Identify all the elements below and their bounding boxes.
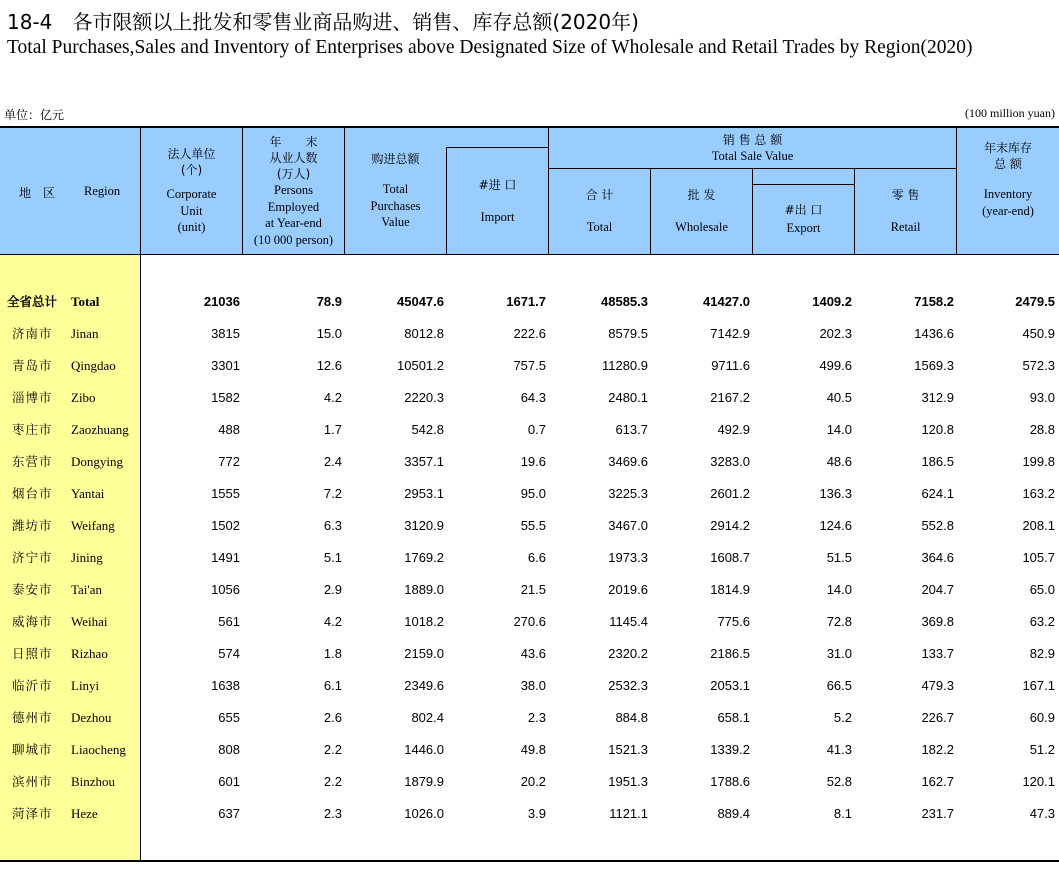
persons-employed-en-3: at Year-end: [265, 216, 322, 230]
unit-label-english: (100 million yuan): [965, 106, 1055, 120]
persons-employed-cell: 1.8: [323, 646, 342, 661]
region-header-chinese: 地 区: [19, 186, 56, 200]
retail-cell: 186.5: [921, 454, 954, 469]
export-cell: 14.0: [826, 422, 852, 437]
region-name-english: Rizhao: [71, 646, 108, 661]
region-name-english: Total: [71, 294, 100, 309]
sales-total-cell: 1121.1: [609, 806, 648, 821]
retail-cell: 312.9: [921, 390, 954, 405]
persons-employed-cn-1: 年 末: [269, 135, 318, 149]
sales-total-cell: 3225.3: [608, 486, 648, 501]
retail-cell: 133.7: [921, 646, 954, 661]
region-name-english: Weihai: [71, 614, 108, 629]
import-cell: 222.6: [513, 326, 546, 341]
persons-employed-cell: 2.9: [323, 582, 342, 597]
export-cell: 8.1: [833, 806, 852, 821]
export-cell: 5.2: [833, 710, 852, 725]
sales-total-cell: 1973.3: [608, 550, 648, 565]
wholesale-cell: 2053.1: [710, 678, 750, 693]
inventory-cell: 167.1: [1022, 678, 1055, 693]
total-purchases-cell: 3120.9: [404, 518, 444, 533]
export-cell: 40.5: [826, 390, 852, 405]
header-bottom-rule: [0, 254, 1059, 255]
export-cell: 202.3: [819, 326, 852, 341]
export-cell: 499.6: [819, 358, 852, 373]
sales-total-cell: 48585.3: [601, 294, 648, 309]
table-row: [0, 350, 1059, 382]
inventory-cell: 105.7: [1022, 550, 1055, 565]
total-purchases-cell: 1026.0: [404, 806, 444, 821]
import-cell: 1671.7: [506, 294, 546, 309]
total-purchases-cell: 45047.6: [397, 294, 444, 309]
table-row: [0, 446, 1059, 478]
persons-employed-cell: 12.6: [316, 358, 342, 373]
total-purchases-cell: 1889.0: [404, 582, 444, 597]
import-cell: 64.3: [520, 390, 546, 405]
region-name-chinese: 威海市: [12, 614, 53, 629]
retail-cell: 204.7: [921, 582, 954, 597]
corporate-unit-cell: 601: [218, 774, 240, 789]
total-purchases-cn: 购进总额: [371, 152, 420, 167]
total-purchases-cell: 2220.3: [404, 390, 444, 405]
inventory-cell: 120.1: [1022, 774, 1055, 789]
region-name-english: Dongying: [71, 454, 123, 469]
export-cn: #出 口: [784, 203, 823, 218]
total-purchases-cell: 1018.2: [404, 614, 444, 629]
corporate-unit-cell: 1056: [211, 582, 240, 597]
persons-employed-cell: 2.6: [323, 710, 342, 725]
table-row: [0, 510, 1059, 542]
inventory-cell: 28.8: [1029, 422, 1055, 437]
table-row: [0, 638, 1059, 670]
retail-cell: 364.6: [921, 550, 954, 565]
table-row: [0, 670, 1059, 702]
retail-cell: 182.2: [921, 742, 954, 757]
persons-employed-en-4: (10 000 person): [253, 232, 334, 247]
export-cell: 41.3: [826, 742, 852, 757]
import-cell: 6.6: [527, 550, 546, 565]
sales-total-cell: 1951.3: [608, 774, 648, 789]
wholesale-cell: 775.6: [717, 614, 750, 629]
export-cell: 48.6: [826, 454, 852, 469]
sales-total-cell: 3469.6: [608, 454, 648, 469]
persons-employed-header: [243, 128, 344, 254]
import-cell: 55.5: [520, 518, 546, 533]
inventory-cell: 93.0: [1029, 390, 1055, 405]
region-name-chinese: 济南市: [12, 326, 53, 341]
region-name-english: Yantai: [71, 486, 105, 501]
total-purchases-cell: 2953.1: [404, 486, 444, 501]
total-purchases-cell: 1769.2: [404, 550, 444, 565]
persons-employed-cell: 6.1: [323, 678, 342, 693]
inventory-cn-1: 年末库存: [983, 141, 1032, 155]
persons-employed-cell: 6.3: [323, 518, 342, 533]
import-cell: 20.2: [520, 774, 546, 789]
export-cell: 136.3: [819, 486, 852, 501]
inventory-cell: 450.9: [1022, 326, 1055, 341]
import-cell: 19.6: [520, 454, 546, 469]
retail-cell: 1436.6: [914, 326, 954, 341]
total-purchases-en-2: Purchases: [370, 198, 421, 213]
import-cell: 21.5: [520, 582, 546, 597]
wholesale-cell: 1814.9: [710, 582, 750, 597]
corporate-unit-cell: 3301: [211, 358, 240, 373]
import-cell: 3.9: [527, 806, 546, 821]
corporate-unit-en-1: Corporate: [166, 187, 217, 202]
total-purchases-cell: 542.8: [411, 422, 444, 437]
import-cell: 270.6: [513, 614, 546, 629]
table-row: [0, 734, 1059, 766]
export-cell: 66.5: [826, 678, 852, 693]
import-cn: #进 口: [478, 177, 517, 192]
import-cell: 95.0: [520, 486, 546, 501]
corporate-unit-cell: 1582: [211, 390, 240, 405]
import-cell: 49.8: [520, 742, 546, 757]
retail-cell: 231.7: [921, 806, 954, 821]
retail-cell: 7158.2: [914, 294, 954, 309]
persons-employed-cell: 2.2: [323, 774, 342, 789]
retail-cell: 162.7: [921, 774, 954, 789]
region-name-chinese: 潍坊市: [12, 518, 53, 533]
export-cell: 51.5: [826, 550, 852, 565]
inventory-cell: 65.0: [1029, 582, 1055, 597]
wholesale-en: Wholesale: [675, 220, 728, 235]
wholesale-cell: 9711.6: [711, 358, 750, 373]
region-name-english: Heze: [71, 806, 98, 821]
region-name-english: Jining: [71, 550, 103, 565]
table-title-english: Total Purchases,Sales and Inventory of Enterprises above Designated Size of Wholesale and Retail Trades by Region(2020): [7, 37, 973, 58]
region-name-chinese: 临沂市: [12, 678, 53, 693]
retail-cell: 369.8: [921, 614, 954, 629]
export-cell: 124.6: [819, 518, 852, 533]
region-name-english: Zibo: [71, 390, 96, 405]
sales-total-cell: 11280.9: [601, 358, 648, 373]
persons-employed-cell: 4.2: [323, 614, 342, 629]
region-name-chinese: 菏泽市: [12, 806, 53, 821]
wholesale-cell: 1788.6: [710, 774, 750, 789]
inventory-en-2: (year-end): [982, 203, 1034, 218]
region-name-chinese: 日照市: [12, 646, 53, 661]
export-cell: 1409.2: [812, 294, 852, 309]
persons-employed-cell: 7.2: [323, 486, 342, 501]
sales-total-cell: 884.8: [615, 710, 648, 725]
inventory-cell: 82.9: [1029, 646, 1055, 661]
sales-total-cell: 2480.1: [608, 390, 648, 405]
total-purchases-en-3: Value: [381, 215, 410, 230]
corporate-unit-cell: 574: [218, 646, 240, 661]
table-row: [0, 478, 1059, 510]
corporate-unit-cell: 1555: [211, 486, 240, 501]
retail-en: Retail: [890, 220, 921, 235]
corporate-unit-header: [141, 128, 242, 254]
wholesale-cell: 492.9: [717, 422, 750, 437]
import-cell: 757.5: [513, 358, 546, 373]
inventory-cell: 572.3: [1022, 358, 1055, 373]
total-purchases-cell: 2349.6: [404, 678, 444, 693]
sales-total-cell: 8579.5: [608, 326, 648, 341]
corporate-unit-cell: 1638: [211, 678, 240, 693]
persons-employed-cell: 2.3: [323, 806, 342, 821]
corporate-unit-cell: 3815: [211, 326, 240, 341]
sales-total-cn: 合 计: [585, 188, 614, 203]
sales-total-cell: 2019.6: [608, 582, 648, 597]
wholesale-cell: 2601.2: [710, 486, 750, 501]
persons-employed-cn-3: (万人): [276, 167, 311, 181]
region-name-chinese: 淄博市: [12, 390, 53, 405]
export-cell: 72.8: [826, 614, 852, 629]
retail-header: [855, 169, 956, 254]
total-purchases-cell: 8012.8: [404, 326, 444, 341]
region-name-chinese: 烟台市: [12, 486, 53, 501]
persons-employed-cell: 5.1: [323, 550, 342, 565]
sales-total-cell: 3467.0: [608, 518, 648, 533]
wholesale-cell: 889.4: [717, 806, 750, 821]
region-name-english: Jinan: [71, 326, 99, 341]
wholesale-cell: 2167.2: [710, 390, 750, 405]
inventory-cell: 51.2: [1029, 742, 1055, 757]
wholesale-cell: 1608.7: [710, 550, 750, 565]
sales-total-cell: 2320.2: [608, 646, 648, 661]
table-row: [0, 766, 1059, 798]
inventory-cell: 208.1: [1022, 518, 1055, 533]
region-name-english: Liaocheng: [71, 742, 126, 757]
region-name-chinese: 青岛市: [12, 358, 53, 373]
region-name-chinese: 聊城市: [12, 742, 53, 757]
table-row: [0, 414, 1059, 446]
retail-cn: 零 售: [891, 188, 920, 203]
persons-employed-cell: 2.4: [323, 454, 342, 469]
total-sale-value-cn: 销 售 总 额: [722, 132, 783, 147]
inventory-cell: 60.9: [1029, 710, 1055, 725]
corporate-unit-cell: 772: [218, 454, 240, 469]
total-purchases-cell: 802.4: [411, 710, 444, 725]
retail-cell: 552.8: [921, 518, 954, 533]
corporate-unit-cell: 637: [218, 806, 240, 821]
inventory-header: [957, 128, 1059, 254]
corporate-unit-cell: 488: [218, 422, 240, 437]
corporate-unit-cell: 21036: [203, 294, 240, 309]
corporate-unit-cell: 1491: [211, 550, 240, 565]
corporate-unit-cell: 1502: [211, 518, 240, 533]
table-row: [0, 318, 1059, 350]
wholesale-cn: 批 发: [687, 188, 716, 203]
region-name-chinese: 济宁市: [12, 550, 53, 565]
region-name-chinese: 德州市: [12, 710, 53, 725]
export-en: Export: [786, 221, 821, 236]
retail-cell: 624.1: [921, 486, 954, 501]
wholesale-cell: 658.1: [717, 710, 750, 725]
sales-total-cell: 1521.3: [608, 742, 648, 757]
corporate-unit-en-3: (unit): [177, 220, 206, 235]
table-title-chinese: 18-4 各市限额以上批发和零售业商品购进、销售、库存总额(2020年): [7, 10, 639, 34]
corporate-unit-cell: 655: [218, 710, 240, 725]
total-purchases-cell: 10501.2: [397, 358, 444, 373]
persons-employed-cell: 4.2: [323, 390, 342, 405]
corporate-unit-en-2: Unit: [180, 203, 203, 218]
persons-employed-cell: 2.2: [323, 742, 342, 757]
export-cell: 52.8: [826, 774, 852, 789]
wholesale-cell: 41427.0: [703, 294, 750, 309]
total-sale-value-header: [549, 128, 956, 168]
region-name-english: Weifang: [71, 518, 115, 533]
region-name-english: Tai'an: [71, 582, 103, 597]
total-purchases-en-1: Total: [382, 182, 409, 197]
persons-employed-en-1: Persons: [274, 183, 313, 197]
region-name-chinese: 全省总计: [7, 294, 58, 309]
inventory-en-1: Inventory: [983, 187, 1033, 201]
sales-total-en: Total: [586, 220, 613, 235]
retail-cell: 1569.3: [914, 358, 954, 373]
total-purchases-cell: 1446.0: [404, 742, 444, 757]
persons-employed-cell: 1.7: [323, 422, 342, 437]
table-row: [0, 702, 1059, 734]
wholesale-cell: 2914.2: [710, 518, 750, 533]
inventory-cell: 47.3: [1029, 806, 1055, 821]
wholesale-header: [651, 169, 752, 254]
import-cell: 2.3: [527, 710, 546, 725]
table-row: [0, 606, 1059, 638]
region-name-english: Linyi: [71, 678, 100, 693]
region-name-english: Qingdao: [71, 358, 116, 373]
persons-employed-cell: 15.0: [316, 326, 342, 341]
region-name-english: Zaozhuang: [71, 422, 129, 437]
bottom-rule: [0, 860, 1059, 862]
sales-total-header: [549, 169, 650, 254]
total-purchases-cell: 1879.9: [404, 774, 444, 789]
table-row-total: [0, 286, 1059, 318]
total-purchases-cell: 3357.1: [404, 454, 444, 469]
persons-employed-cell: 78.9: [316, 294, 342, 309]
retail-cell: 120.8: [921, 422, 954, 437]
inventory-cell: 199.8: [1022, 454, 1055, 469]
sales-total-cell: 613.7: [615, 422, 648, 437]
table-row: [0, 542, 1059, 574]
import-en: Import: [480, 209, 515, 224]
export-cell: 14.0: [826, 582, 852, 597]
retail-cell: 479.3: [921, 678, 954, 693]
import-cell: 0.7: [527, 422, 546, 437]
wholesale-cell: 7142.9: [710, 326, 750, 341]
import-header: [447, 148, 548, 254]
region-name-english: Binzhou: [71, 774, 116, 789]
region-name-chinese: 枣庄市: [12, 422, 53, 437]
region-name-chinese: 东营市: [12, 454, 53, 469]
retail-cell: 226.7: [921, 710, 954, 725]
unit-label-chinese: 单位：亿元: [4, 108, 65, 122]
import-cell: 38.0: [520, 678, 546, 693]
total-purchases-header: [345, 128, 446, 254]
corporate-unit-cn-1: 法人单位: [167, 147, 216, 162]
wholesale-cell: 3283.0: [710, 454, 750, 469]
total-purchases-cell: 2159.0: [404, 646, 444, 661]
wholesale-cell: 2186.5: [710, 646, 750, 661]
region-name-chinese: 滨州市: [12, 774, 53, 789]
corporate-unit-cell: 561: [218, 614, 240, 629]
import-cell: 43.6: [520, 646, 546, 661]
inventory-cell: 63.2: [1029, 614, 1055, 629]
sales-total-cell: 2532.3: [608, 678, 648, 693]
table-row: [0, 574, 1059, 606]
corporate-unit-cn-2: (个): [180, 163, 203, 178]
export-cell: 31.0: [826, 646, 852, 661]
table-row: [0, 798, 1059, 830]
sales-total-cell: 1145.4: [609, 614, 648, 629]
wholesale-cell: 1339.2: [710, 742, 750, 757]
region-name-english: Dezhou: [71, 710, 112, 725]
region-name-chinese: 泰安市: [12, 582, 53, 597]
corporate-unit-cell: 808: [218, 742, 240, 757]
total-sale-value-en: Total Sale Value: [711, 148, 794, 163]
persons-employed-en-2: Employed: [267, 199, 320, 214]
export-header: [753, 185, 854, 254]
inventory-cn-2: 总 额: [994, 157, 1022, 171]
table-row: [0, 382, 1059, 414]
inventory-cell: 2479.5: [1015, 294, 1055, 309]
region-header-english: Region: [84, 184, 121, 198]
persons-employed-cn-2: 从业人数: [269, 151, 318, 165]
inventory-cell: 163.2: [1022, 486, 1055, 501]
